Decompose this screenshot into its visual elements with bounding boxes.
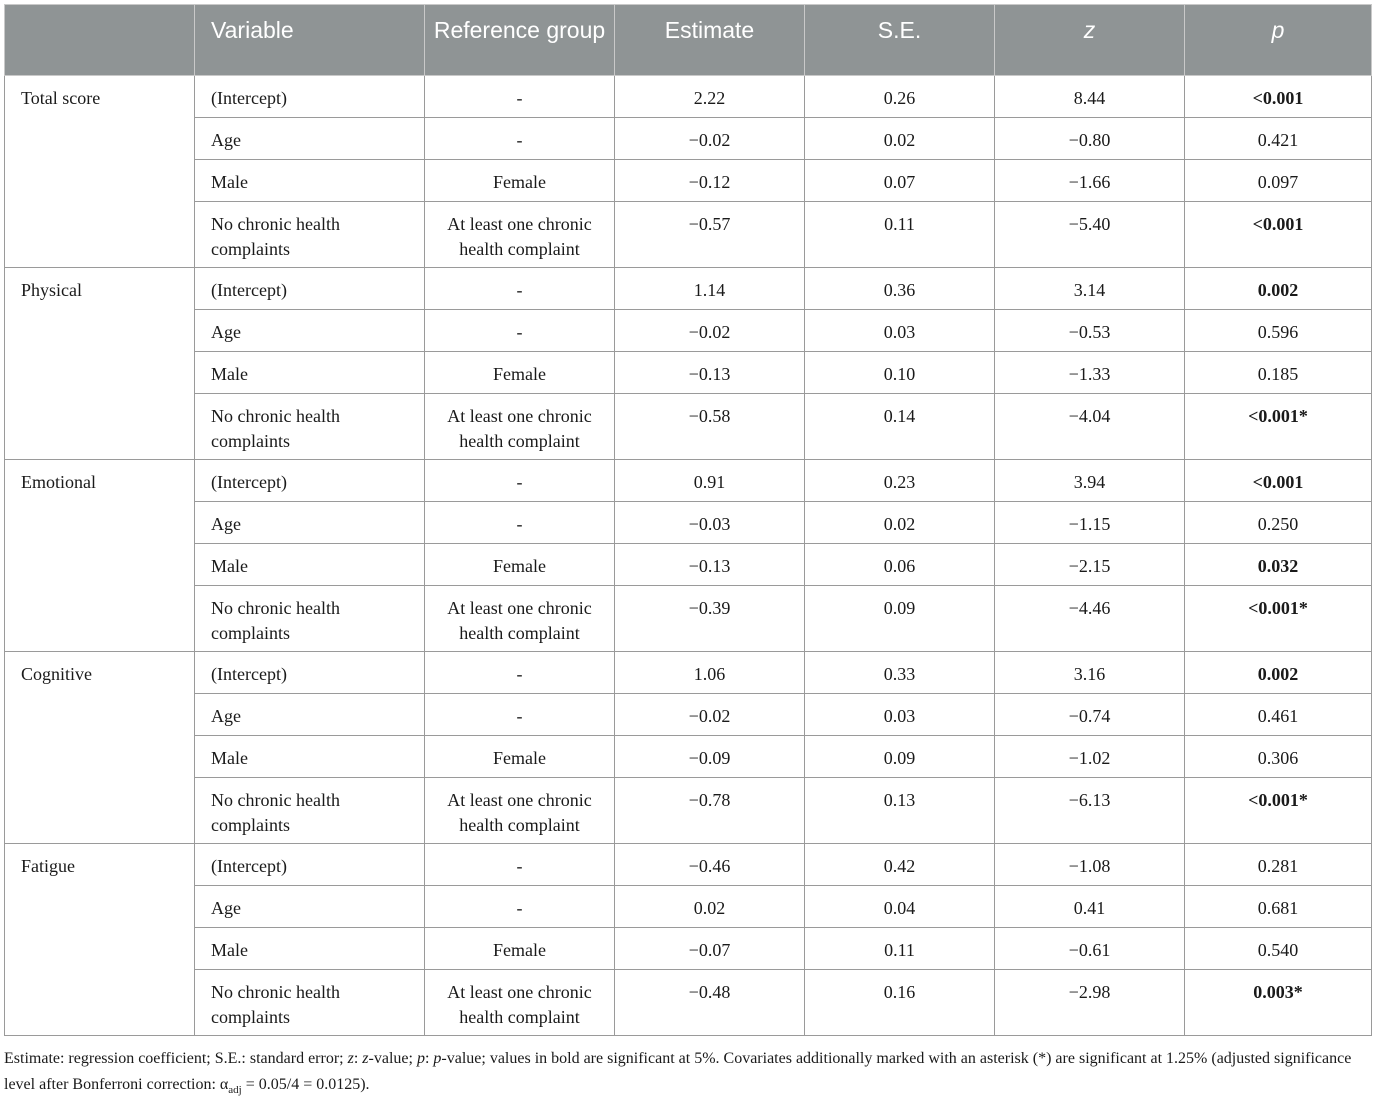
estimate-cell: −0.48 — [615, 970, 805, 1036]
reference-cell: At least one chronic health complaint — [425, 586, 615, 652]
table-row — [5, 844, 1372, 886]
z-cell: 0.41 — [995, 886, 1185, 928]
p-cell: <0.001 — [1185, 460, 1372, 502]
header-se: S.E. — [805, 5, 995, 76]
z-cell: 3.94 — [995, 460, 1185, 502]
variable-cell: No chronic health complaints — [195, 970, 425, 1036]
estimate-cell: 2.22 — [615, 76, 805, 118]
variable-cell: (Intercept) — [195, 76, 425, 118]
p-cell: 0.281 — [1185, 844, 1372, 886]
se-cell: 0.16 — [805, 970, 995, 1036]
estimate-cell: −0.58 — [615, 394, 805, 460]
variable-cell: (Intercept) — [195, 268, 425, 310]
estimate-cell: −0.12 — [615, 160, 805, 202]
se-cell: 0.14 — [805, 394, 995, 460]
z-cell: −6.13 — [995, 778, 1185, 844]
z-cell: −2.98 — [995, 970, 1185, 1036]
se-cell: 0.11 — [805, 202, 995, 268]
header-variable: Variable — [195, 5, 425, 76]
z-cell: −1.02 — [995, 736, 1185, 778]
z-cell: 8.44 — [995, 76, 1185, 118]
p-cell: 0.002 — [1185, 268, 1372, 310]
z-cell: −0.61 — [995, 928, 1185, 970]
variable-cell: No chronic health complaints — [195, 586, 425, 652]
se-cell: 0.04 — [805, 886, 995, 928]
group-label: Cognitive — [5, 652, 195, 844]
se-cell: 0.03 — [805, 694, 995, 736]
se-cell: 0.09 — [805, 736, 995, 778]
reference-cell: - — [425, 460, 615, 502]
z-cell: −5.40 — [995, 202, 1185, 268]
table-row — [5, 736, 1372, 778]
reference-cell: At least one chronic health complaint — [425, 394, 615, 460]
z-cell: 3.14 — [995, 268, 1185, 310]
z-cell: −4.04 — [995, 394, 1185, 460]
reference-cell: - — [425, 310, 615, 352]
group-label: Emotional — [5, 460, 195, 652]
regression-table — [4, 4, 1372, 1036]
variable-cell: Male — [195, 544, 425, 586]
table-row — [5, 928, 1372, 970]
reference-cell: - — [425, 886, 615, 928]
table-row — [5, 202, 1372, 268]
header-group — [5, 5, 195, 76]
reference-cell: - — [425, 76, 615, 118]
se-cell: 0.02 — [805, 502, 995, 544]
se-cell: 0.11 — [805, 928, 995, 970]
se-cell: 0.36 — [805, 268, 995, 310]
variable-cell: Male — [195, 160, 425, 202]
variable-cell: (Intercept) — [195, 652, 425, 694]
z-cell: −0.80 — [995, 118, 1185, 160]
estimate-cell: −0.13 — [615, 544, 805, 586]
se-cell: 0.33 — [805, 652, 995, 694]
z-cell: −1.33 — [995, 352, 1185, 394]
se-cell: 0.10 — [805, 352, 995, 394]
table-body — [5, 76, 1372, 1036]
p-cell: 0.306 — [1185, 736, 1372, 778]
z-cell: −0.74 — [995, 694, 1185, 736]
reference-cell: At least one chronic health complaint — [425, 778, 615, 844]
se-cell: 0.03 — [805, 310, 995, 352]
p-cell: <0.001 — [1185, 76, 1372, 118]
p-cell: 0.540 — [1185, 928, 1372, 970]
reference-cell: Female — [425, 352, 615, 394]
estimate-cell: −0.13 — [615, 352, 805, 394]
table-row — [5, 652, 1372, 694]
variable-cell: Age — [195, 502, 425, 544]
variable-cell: No chronic health complaints — [195, 778, 425, 844]
z-cell: 3.16 — [995, 652, 1185, 694]
estimate-cell: −0.78 — [615, 778, 805, 844]
table-row — [5, 118, 1372, 160]
p-cell: 0.003* — [1185, 970, 1372, 1036]
se-cell: 0.09 — [805, 586, 995, 652]
variable-cell: Age — [195, 310, 425, 352]
z-cell: −1.66 — [995, 160, 1185, 202]
variable-cell: (Intercept) — [195, 844, 425, 886]
reference-cell: Female — [425, 160, 615, 202]
reference-cell: - — [425, 268, 615, 310]
reference-cell: - — [425, 118, 615, 160]
z-cell: −2.15 — [995, 544, 1185, 586]
se-cell: 0.13 — [805, 778, 995, 844]
estimate-cell: 1.14 — [615, 268, 805, 310]
header-reference-group: Reference group — [425, 5, 615, 76]
reference-cell: Female — [425, 736, 615, 778]
estimate-cell: −0.39 — [615, 586, 805, 652]
estimate-cell: −0.03 — [615, 502, 805, 544]
reference-cell: - — [425, 652, 615, 694]
se-cell: 0.06 — [805, 544, 995, 586]
reference-cell: - — [425, 694, 615, 736]
table-row — [5, 586, 1372, 652]
header-z: z — [995, 5, 1185, 76]
variable-cell: Male — [195, 352, 425, 394]
p-cell: 0.002 — [1185, 652, 1372, 694]
z-cell: −0.53 — [995, 310, 1185, 352]
variable-cell: Age — [195, 886, 425, 928]
p-cell: 0.032 — [1185, 544, 1372, 586]
reference-cell: - — [425, 844, 615, 886]
table-header — [5, 5, 1372, 76]
p-cell: <0.001 — [1185, 202, 1372, 268]
se-cell: 0.42 — [805, 844, 995, 886]
variable-cell: Male — [195, 928, 425, 970]
se-cell: 0.02 — [805, 118, 995, 160]
header-row — [5, 5, 1372, 76]
z-cell: −1.08 — [995, 844, 1185, 886]
se-cell: 0.23 — [805, 460, 995, 502]
table-row — [5, 76, 1372, 118]
reference-cell: At least one chronic health complaint — [425, 970, 615, 1036]
z-cell: −1.15 — [995, 502, 1185, 544]
group-label: Physical — [5, 268, 195, 460]
header-p: p — [1185, 5, 1372, 76]
group-label: Total score — [5, 76, 195, 268]
p-cell: 0.681 — [1185, 886, 1372, 928]
table-row — [5, 694, 1372, 736]
table-footnote: Estimate: regression coefficient; S.E.: standard error; z: z-value; p: p-value; values in bold are significant at 5%. Covariates additionally marked with an asterisk (*) are significant at 1.25% (adjusted significance level after Bonferroni correction: $\alpha_{adj} = 0.05/4 = 0.0125$). — [4, 1050, 1352, 1097]
variable-cell: No chronic health complaints — [195, 394, 425, 460]
p-cell: 0.596 — [1185, 310, 1372, 352]
table-row — [5, 310, 1372, 352]
p-cell: <0.001* — [1185, 586, 1372, 652]
variable-cell: (Intercept) — [195, 460, 425, 502]
p-cell: 0.461 — [1185, 694, 1372, 736]
table-row — [5, 460, 1372, 502]
table-row — [5, 268, 1372, 310]
header-estimate: Estimate — [615, 5, 805, 76]
table-row — [5, 352, 1372, 394]
table-row — [5, 544, 1372, 586]
table-row — [5, 160, 1372, 202]
variable-cell: Male — [195, 736, 425, 778]
estimate-cell: 0.91 — [615, 460, 805, 502]
estimate-cell: −0.02 — [615, 694, 805, 736]
variable-cell: Age — [195, 694, 425, 736]
p-cell: 0.421 — [1185, 118, 1372, 160]
estimate-cell: −0.46 — [615, 844, 805, 886]
estimate-cell: 1.06 — [615, 652, 805, 694]
reference-cell: Female — [425, 544, 615, 586]
p-cell: 0.185 — [1185, 352, 1372, 394]
table-row — [5, 970, 1372, 1036]
estimate-cell: −0.09 — [615, 736, 805, 778]
reference-cell: - — [425, 502, 615, 544]
se-cell: 0.26 — [805, 76, 995, 118]
estimate-cell: 0.02 — [615, 886, 805, 928]
estimate-cell: −0.07 — [615, 928, 805, 970]
estimate-cell: −0.57 — [615, 202, 805, 268]
table-container — [4, 4, 1371, 1103]
reference-cell: Female — [425, 928, 615, 970]
table-row — [5, 502, 1372, 544]
z-cell: −4.46 — [995, 586, 1185, 652]
reference-cell: At least one chronic health complaint — [425, 202, 615, 268]
p-cell: 0.250 — [1185, 502, 1372, 544]
variable-cell: Age — [195, 118, 425, 160]
table-row — [5, 778, 1372, 844]
table-row — [5, 394, 1372, 460]
p-cell: <0.001* — [1185, 778, 1372, 844]
group-label: Fatigue — [5, 844, 195, 1036]
table-row — [5, 886, 1372, 928]
estimate-cell: −0.02 — [615, 118, 805, 160]
se-cell: 0.07 — [805, 160, 995, 202]
p-cell: 0.097 — [1185, 160, 1372, 202]
p-cell: <0.001* — [1185, 394, 1372, 460]
variable-cell: No chronic health complaints — [195, 202, 425, 268]
estimate-cell: −0.02 — [615, 310, 805, 352]
